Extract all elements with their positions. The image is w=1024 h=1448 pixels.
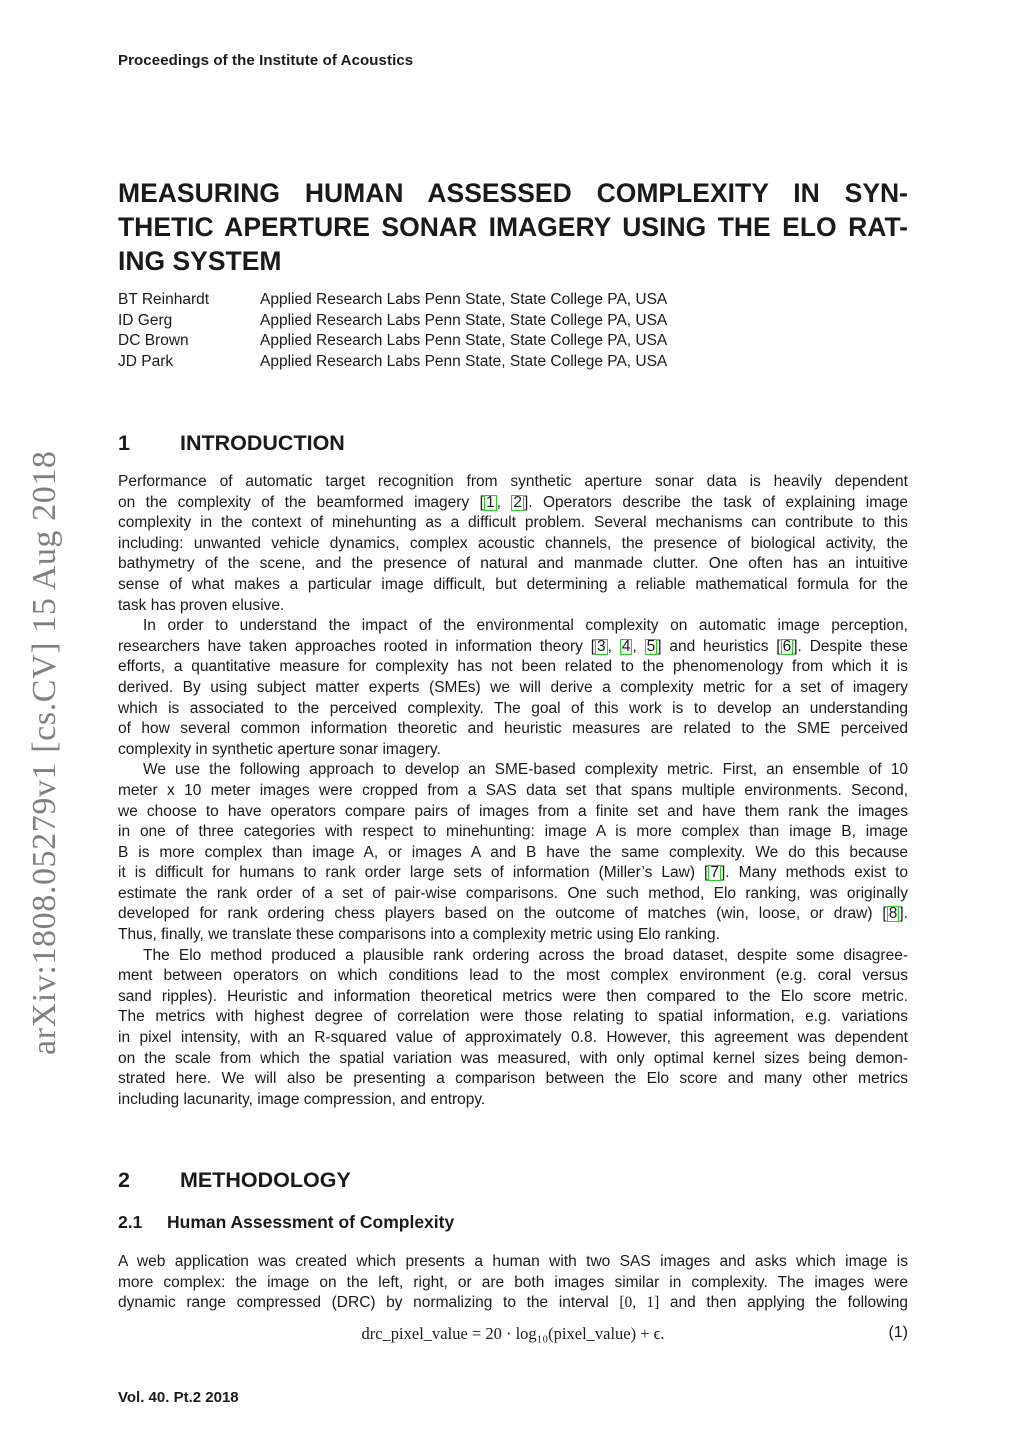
text-line: ment between operators on which conditions lead to the most complex environment (e.g. coral versus (118, 967, 908, 985)
text-line: B is more complex than image A, or images A and B have the same complexity. We do this because (118, 843, 908, 861)
section-number: 2 (118, 1168, 130, 1192)
methodology-body (118, 1252, 908, 1314)
author-name: BT Reinhardt (118, 291, 210, 308)
text-line: meter x 10 meter images were cropped from a SAS data set that spans multiple environments. Second, (118, 781, 908, 799)
author-name: JD Park (118, 352, 174, 370)
subsection-heading-human-assessment (118, 1212, 454, 1233)
title-line: ING SYSTEM (118, 246, 282, 276)
section-title: INTRODUCTION (180, 431, 345, 455)
section-heading-introduction (118, 431, 345, 456)
author-name: DC Brown (118, 332, 189, 349)
citation-link[interactable]: 6 (782, 637, 792, 655)
introduction-body (118, 472, 908, 1110)
subsection-title: Human Assessment of Complexity (167, 1212, 455, 1232)
author-affiliation: Applied Research Labs Penn State, State College PA, USA (260, 291, 668, 308)
citation-link[interactable]: 2 (513, 493, 522, 511)
text-line: sense of what makes a particular image difficult, but determining a reliable mathematical formula for the (118, 575, 908, 593)
title-line: THETIC APERTURE SONAR IMAGERY USING THE ELO RAT- (118, 212, 908, 242)
author-row (118, 331, 667, 352)
citation-link[interactable]: 1 (485, 493, 495, 511)
text-line: including lacunarity, image compression, and entropy. (118, 1090, 486, 1108)
text-line: strated here. We will also be presenting a comparison between the Elo score and many other metrics (118, 1070, 908, 1088)
math-interval: [0, 1] (619, 1294, 660, 1312)
citation-link[interactable]: 4 (621, 637, 631, 655)
running-header: Proceedings of the Institute of Acoustics (118, 52, 414, 69)
equation-number: (1) (888, 1324, 908, 1341)
text-line: We use the following approach to develop an SME-based complexity metric. First, an ensemble of 10 (143, 761, 908, 779)
section-heading-methodology (118, 1168, 351, 1193)
paragraph (118, 1252, 908, 1314)
title-line: MEASURING HUMAN ASSESSED COMPLEXITY IN SYN- (118, 178, 908, 208)
text-line: we choose to have operators compare pairs of images from a finite set and have them rank the images (118, 802, 908, 820)
paragraph (118, 760, 908, 945)
paper-title (118, 176, 908, 278)
text-line: dynamic range compressed (DRC) by normalizing to the interval [0, 1] and then applying the following (118, 1294, 908, 1312)
text-line: sand ripples). Heuristic and information theoretical metrics were then compared to the Elo score metric. (118, 987, 908, 1005)
author-row (118, 311, 667, 332)
text-line: complexity in the context of minehunting as a difficult problem. Several mechanisms can contribute to this (118, 514, 908, 532)
equation-1 (118, 1324, 908, 1348)
text-line: it is difficult for humans to rank order large sets of information (Miller’s Law) [ 7 ]. Many methods exist to (118, 864, 908, 882)
text-line: including: unwanted vehicle dynamics, complex acoustic channels, the presence of biological activity, the (118, 534, 908, 552)
author-name: ID Gerg (118, 311, 173, 329)
text-line: of how several common information theoretic and heuristic measures are related to the SME perceived (118, 720, 908, 738)
section-title: METHODOLOGY (180, 1168, 351, 1192)
text-line: derived. By using subject matter experts (SMEs) we will derive a complexity metric for a set of imagery (118, 678, 908, 696)
author-row (118, 290, 667, 311)
text-line: Performance of automatic target recognition from synthetic aperture sonar data is heavily dependent (118, 473, 908, 490)
citation-link[interactable]: 7 (710, 864, 719, 882)
author-row (118, 352, 667, 373)
citation-link[interactable]: 3 (597, 637, 606, 655)
author-affiliation: Applied Research Labs Penn State, State College PA, USA (260, 332, 668, 349)
text-line: in pixel intensity, with an R-squared value of approximately 0.8. However, this agreement was dependent (118, 1029, 908, 1047)
text-line: Thus, finally, we translate these comparisons into a complexity metric using Elo ranking. (118, 926, 720, 944)
text-line: efforts, a quantitative measure for complexity has not been related to the phenomenology from which it is (118, 658, 908, 676)
citation-link[interactable]: 5 (646, 637, 656, 655)
text-line: more complex: the image on the left, right, or are both images similar in complexity. The images were (118, 1273, 908, 1291)
text-line: developed for rank ordering chess players based on the outcome of matches (win, loose, or draw) [ 8 ]. (118, 905, 908, 923)
text-line: A web application was created which presents a human with two SAS images and asks which image is (118, 1253, 908, 1270)
author-list (118, 290, 667, 372)
text-line: on the scale from which the spatial variation was measured, with only optimal kernel sizes being demon- (118, 1049, 908, 1067)
citation-link[interactable]: 8 (888, 905, 898, 923)
section-number: 1 (118, 431, 130, 455)
paragraph (118, 946, 908, 1111)
author-affiliation: Applied Research Labs Penn State, State College PA, USA (260, 311, 668, 329)
text-line: complexity in synthetic aperture sonar imagery. (118, 740, 441, 758)
author-affiliation: Applied Research Labs Penn State, State College PA, USA (260, 352, 668, 370)
text-line: researchers have taken approaches rooted in information theory [ 3 , 4 , 5 ] and heuristics [ 6 ]. Despite these (118, 637, 908, 655)
text-line: task has proven elusive. (118, 596, 285, 614)
text-line: The Elo method produced a plausible rank ordering across the broad dataset, despite some disagree- (143, 946, 908, 964)
text-line: The metrics with highest degree of correlation were those relating to spatial information, e.g. variations (118, 1008, 908, 1026)
text-line: bathymetry of the scene, and the presence of natural and manmade clutter. One often has an intuitive (118, 555, 908, 573)
text-line: which is associated to the perceived complexity. The goal of this work is to develop an understanding (118, 699, 908, 717)
subsection-number: 2.1 (118, 1212, 143, 1232)
paragraph (118, 616, 908, 760)
text-line: estimate the rank order of a set of pair-wise comparisons. One such method, Elo ranking, was originally (118, 884, 908, 902)
page-footer: Vol. 40. Pt.2 2018 (118, 1389, 239, 1406)
equation-expression: drc_pixel_value = 20 · log₁₀(pixel_value) + ϵ. (361, 1324, 665, 1343)
text-line: In order to understand the impact of the environmental complexity on automatic image perception, (143, 617, 908, 635)
text-line: in one of three categories with respect to minehunting: image A is more complex than image B, image (118, 823, 908, 841)
paragraph (118, 472, 908, 616)
arxiv-side-stamp: arXiv:1808.05279v1 [cs.CV] 15 Aug 2018 (26, 450, 63, 1055)
text-line: on the complexity of the beamformed imagery [ 1 , 2 ]. Operators describe the task of explaining image (118, 493, 909, 511)
